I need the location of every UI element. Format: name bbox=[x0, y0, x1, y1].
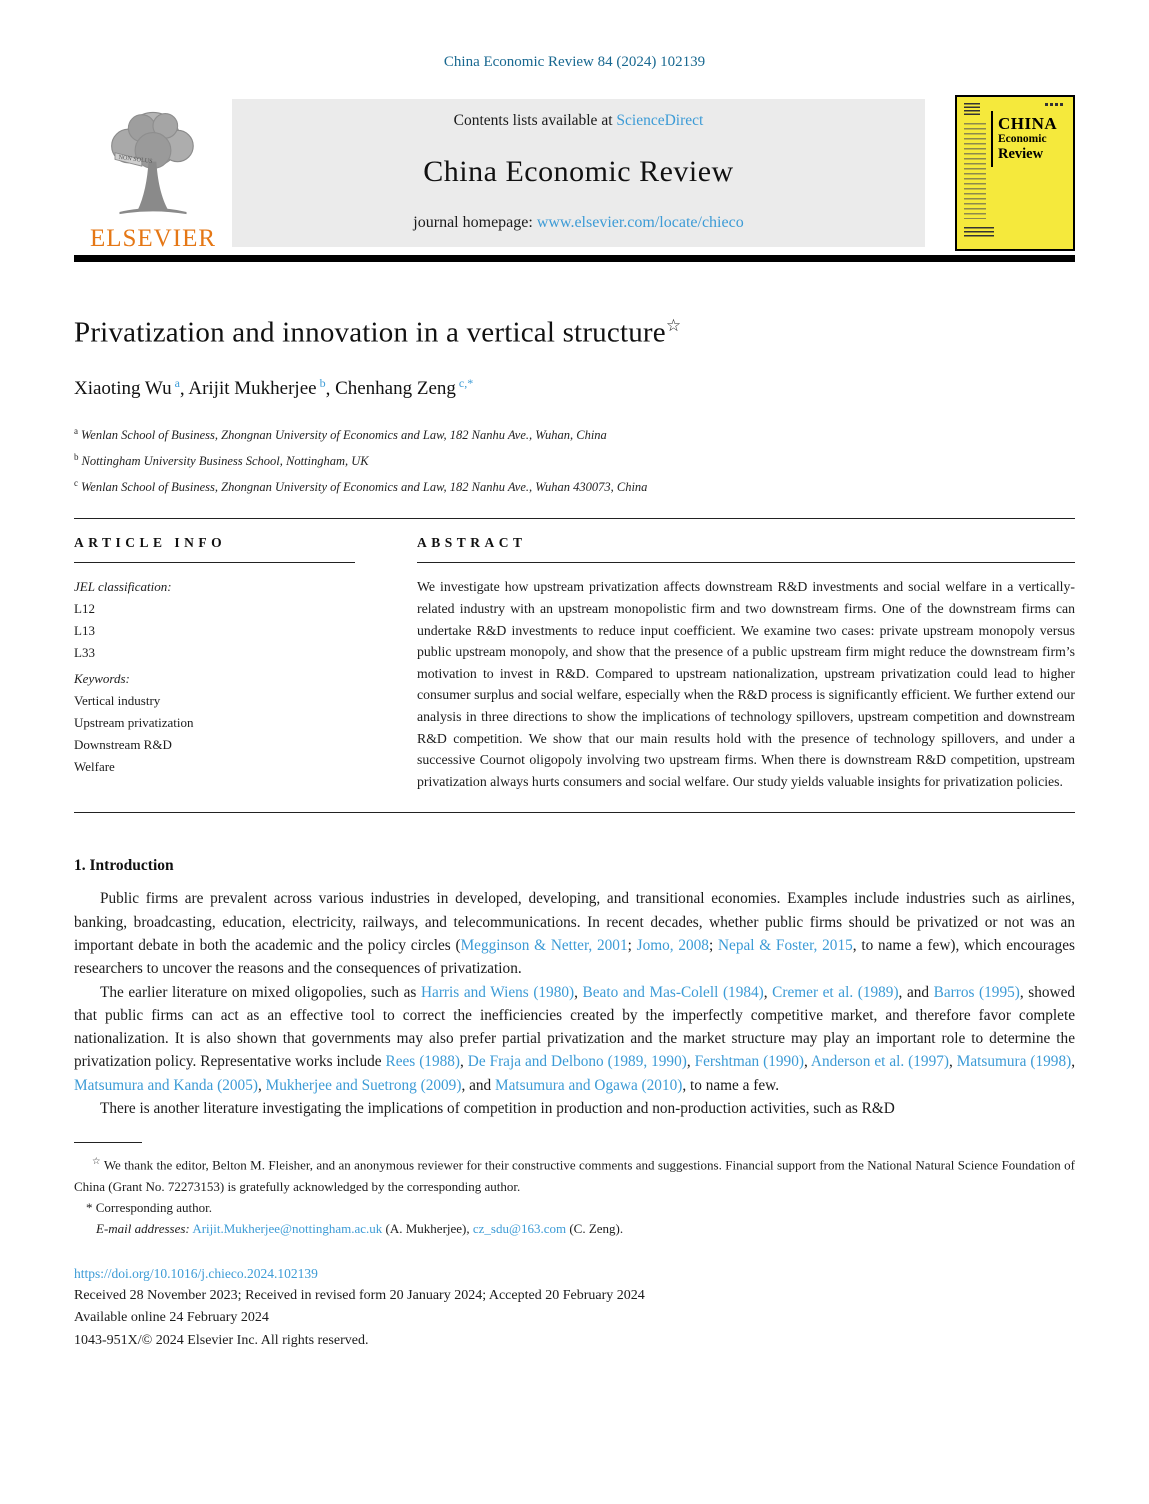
citation-link[interactable]: Matsumura and Ogawa (2010) bbox=[495, 1076, 683, 1094]
author: Chenhang Zeng $^{c,*}$ bbox=[335, 375, 474, 399]
abstract-heading: ABSTRACT bbox=[417, 535, 527, 551]
cover-editor-list-decoration bbox=[964, 123, 986, 219]
title-footnote-mark[interactable]: ☆ bbox=[665, 316, 682, 335]
text-segment: , bbox=[574, 983, 583, 1001]
issn-copyright: 1043-951X/© 2024 Elsevier Inc. All rights reserved. bbox=[74, 1332, 369, 1348]
keyword: Vertical industry bbox=[74, 693, 161, 709]
citation-link[interactable]: Cremer et al. (1989) bbox=[772, 983, 899, 1001]
info-abstract-block bbox=[74, 519, 1075, 792]
text-segment: The earlier literature on mixed oligopolies, such as bbox=[100, 983, 421, 1001]
citation-link[interactable]: Megginson & Netter, 2001 bbox=[460, 936, 628, 954]
abstract-column bbox=[417, 535, 1075, 792]
doi-link[interactable]: https://doi.org/10.1016/j.chieco.2024.102139 bbox=[74, 1265, 318, 1281]
footnote-block bbox=[74, 1142, 1075, 1238]
affiliation: $^b$ Nottingham University Business School, Nottingham, UK bbox=[74, 452, 369, 469]
text-segment: There is another literature investigating the implications of competition in production and non-production activities, such as R&D bbox=[100, 1100, 895, 1118]
affiliations bbox=[74, 420, 1075, 498]
citation-link[interactable]: Anderson et al. (1997) bbox=[810, 1053, 949, 1071]
cover-title-review: Review bbox=[998, 145, 1044, 162]
acknowledgement-footnote: ☆ We thank the editor, Belton M. Fleisher, and an anonymous reviewer for their constructive comments and suggestions. Financial support from the National Natural Science Foundation of China (Grant No. 72273153) is gratefully acknowledged by the corresponding author. bbox=[74, 1157, 1075, 1194]
jel-code: L33 bbox=[74, 645, 95, 661]
cover-title-block bbox=[991, 111, 1071, 167]
contents-line bbox=[454, 112, 704, 130]
text-segment: , showed that public firms can act as an effective tool to correct the inefficiencies created by the imperfectly competitive market, and therefore favor complete nationalization. It is also shown that governments may also prefer partial privatization and the market structure may play an important role to determine the privatization policy. Representative works include bbox=[74, 983, 1076, 1071]
heading-rule bbox=[417, 562, 1075, 563]
header-divider bbox=[74, 255, 1075, 262]
text-segment: , bbox=[686, 1053, 695, 1071]
footnote-rule bbox=[74, 1142, 142, 1143]
text-segment: Public firms are prevalent across various industries in developed, developing, and transitional economies. Examples include industries such as airlines, banking, broadcasting, education, electricity, railways, and telecommunications. In recent decades, whether public firms should be privatized or not was an important debate in both the academic and the policy circles ( bbox=[74, 890, 1075, 954]
sciencedirect-link[interactable]: ScienceDirect bbox=[616, 112, 704, 129]
text-segment: , to name a few. bbox=[682, 1076, 780, 1094]
available-online: Available online 24 February 2024 bbox=[74, 1310, 269, 1326]
citation-link[interactable]: Harris and Wiens (1980) bbox=[421, 983, 575, 1001]
journal-homepage-link[interactable]: www.elsevier.com/locate/chieco bbox=[536, 214, 744, 231]
text-segment: , bbox=[1071, 1053, 1076, 1071]
elsevier-logo bbox=[74, 95, 232, 251]
text-segment: , to name a few), which encourages researchers to uncover the reasons and the consequences of privatization. bbox=[74, 936, 1075, 978]
footer-block bbox=[74, 1263, 1075, 1353]
jel-code: L12 bbox=[74, 601, 95, 617]
footnote-star-mark: ☆ bbox=[92, 1157, 101, 1168]
non-solus-ribbon-text: NON SOLUS bbox=[118, 154, 153, 166]
author-affiliation-mark[interactable]: b bbox=[319, 375, 326, 390]
cover-issue-decoration bbox=[964, 103, 980, 115]
journal-banner bbox=[74, 95, 1075, 251]
article-title-text: Privatization and innovation in a vertical structure bbox=[74, 316, 666, 349]
author: Arijit Mukherjee $^b$ bbox=[188, 375, 326, 399]
citation-link[interactable]: Fershtman (1990) bbox=[694, 1053, 804, 1071]
intro-paragraph bbox=[74, 887, 1075, 980]
intro-paragraph bbox=[74, 981, 1075, 1097]
email-link-zeng[interactable]: cz_sdu@163.com bbox=[472, 1220, 567, 1236]
journal-title: China Economic Review bbox=[423, 155, 734, 188]
text-segment: , bbox=[948, 1053, 957, 1071]
jel-code: L13 bbox=[74, 623, 95, 639]
text-segment: , and bbox=[898, 983, 934, 1001]
cover-title-economic: Economic bbox=[998, 132, 1047, 145]
citation-link[interactable]: Matsumura and Kanda (2005) bbox=[74, 1076, 258, 1094]
author: Xiaoting Wu $^a$ bbox=[74, 375, 180, 399]
keyword: Upstream privatization bbox=[74, 715, 194, 731]
received-dates: Received 28 November 2023; Received in revised form 20 January 2024; Accepted 20 February 2024 bbox=[74, 1287, 645, 1303]
cover-publisher-decoration bbox=[964, 227, 994, 239]
email-label: E-mail addresses: bbox=[96, 1220, 190, 1236]
affiliation: $^c$ Wenlan School of Business, Zhongnan University of Economics and Law, 182 Nanhu Ave., Wuhan 430073, China bbox=[74, 478, 648, 495]
author-line: Xiaoting Wu $^a$, Arijit Mukherjee $^b$, Chenhang Zeng $^{c,*}$ bbox=[74, 375, 474, 399]
text-segment: , bbox=[763, 983, 773, 1001]
keyword: Welfare bbox=[74, 759, 115, 775]
contents-prefix: Contents lists available at bbox=[453, 112, 617, 129]
elsevier-tree-icon bbox=[97, 106, 209, 224]
citation-link[interactable]: Barros (1995) bbox=[933, 983, 1020, 1001]
author-affiliation-mark[interactable]: a bbox=[174, 375, 180, 390]
email-footnote: E-mail addresses: Arijit.Mukherjee@nottingham.ac.uk (A. Mukherjee), cz_sdu@163.com (C. Zeng). bbox=[96, 1220, 624, 1236]
citation-link[interactable]: Nepal & Foster, 2015 bbox=[717, 936, 853, 954]
cover-title-china: CHINA bbox=[998, 114, 1058, 133]
article-title bbox=[74, 316, 1075, 350]
journal-reference: China Economic Review 84 (2024) 102139 bbox=[443, 54, 706, 70]
author-affiliation-mark[interactable]: c,* bbox=[458, 375, 474, 390]
text-segment: , bbox=[459, 1053, 468, 1071]
citation-link[interactable]: Mukherjee and Suetrong (2009) bbox=[265, 1076, 462, 1094]
corresponding-author-footnote: * Corresponding author. bbox=[86, 1199, 213, 1215]
citation-link[interactable]: Rees (1988) bbox=[385, 1053, 460, 1071]
introduction-heading: 1. Introduction bbox=[74, 857, 174, 875]
intro-paragraph bbox=[74, 1097, 1075, 1120]
text-segment: ; bbox=[708, 936, 718, 954]
jel-label: JEL classification: bbox=[74, 579, 172, 595]
cover-issn-decoration bbox=[1045, 103, 1065, 106]
journal-cover-thumbnail bbox=[955, 95, 1075, 251]
citation-link[interactable]: Beato and Mas-Colell (1984) bbox=[582, 983, 764, 1001]
banner-center bbox=[232, 99, 925, 247]
asterisk-mark: * bbox=[86, 1199, 93, 1215]
homepage-prefix: journal homepage: bbox=[413, 214, 537, 231]
abstract-text: We investigate how upstream privatization affects downstream R&D investments and social welfare in a vertically-related industry with an upstream monopolistic firm and two downstream firms. One of the downstream firms can undertake R&D investments to reduce input coefficient. We examine two cases: private upstream monopoly versus public upstream monopoly, and show that the presence of a public upstream firm might reduce the downstream firm’s motivation to invest in R&D. Compared to upstream nationalization, upstream privatization could lead to higher consumer surplus and social welfare, especially when the R&D process is significantly efficient. We further extend our analysis in three directions to show the implications of technology spillovers, upstream competition and downstream R&D competition. We show that our main results hold with the presence of technology spillovers, and under a successive Cournot oligopoly involving two upstream firms. When there is downstream R&D competition, upstream privatization always hurts consumers and social welfare. Our study yields valuable insights for privatization policies. bbox=[417, 579, 1075, 789]
citation-link[interactable]: Jomo, 2008 bbox=[636, 936, 709, 954]
text-segment: , bbox=[803, 1053, 811, 1071]
keywords-label: Keywords: bbox=[74, 671, 130, 687]
affiliation: $^a$ Wenlan School of Business, Zhongnan University of Economics and Law, 182 Nanhu Ave., Wuhan, China bbox=[74, 425, 607, 443]
text-segment: , bbox=[257, 1076, 266, 1094]
article-info-column bbox=[74, 535, 355, 792]
elsevier-wordmark: ELSEVIER bbox=[89, 225, 217, 252]
heading-rule bbox=[74, 562, 355, 563]
homepage-line bbox=[413, 214, 743, 232]
text-segment: ; bbox=[627, 936, 637, 954]
citation-link[interactable]: De Fraja and Delbono (1989, 1990) bbox=[467, 1053, 687, 1071]
article-info-heading: ARTICLE INFO bbox=[74, 535, 227, 551]
citation-link[interactable]: Matsumura (1998) bbox=[956, 1053, 1072, 1071]
text-segment: , and bbox=[461, 1076, 495, 1094]
keyword: Downstream R&D bbox=[74, 737, 172, 753]
section-divider bbox=[74, 812, 1075, 813]
email-link-mukherjee[interactable]: Arijit.Mukherjee@nottingham.ac.uk bbox=[192, 1220, 383, 1236]
